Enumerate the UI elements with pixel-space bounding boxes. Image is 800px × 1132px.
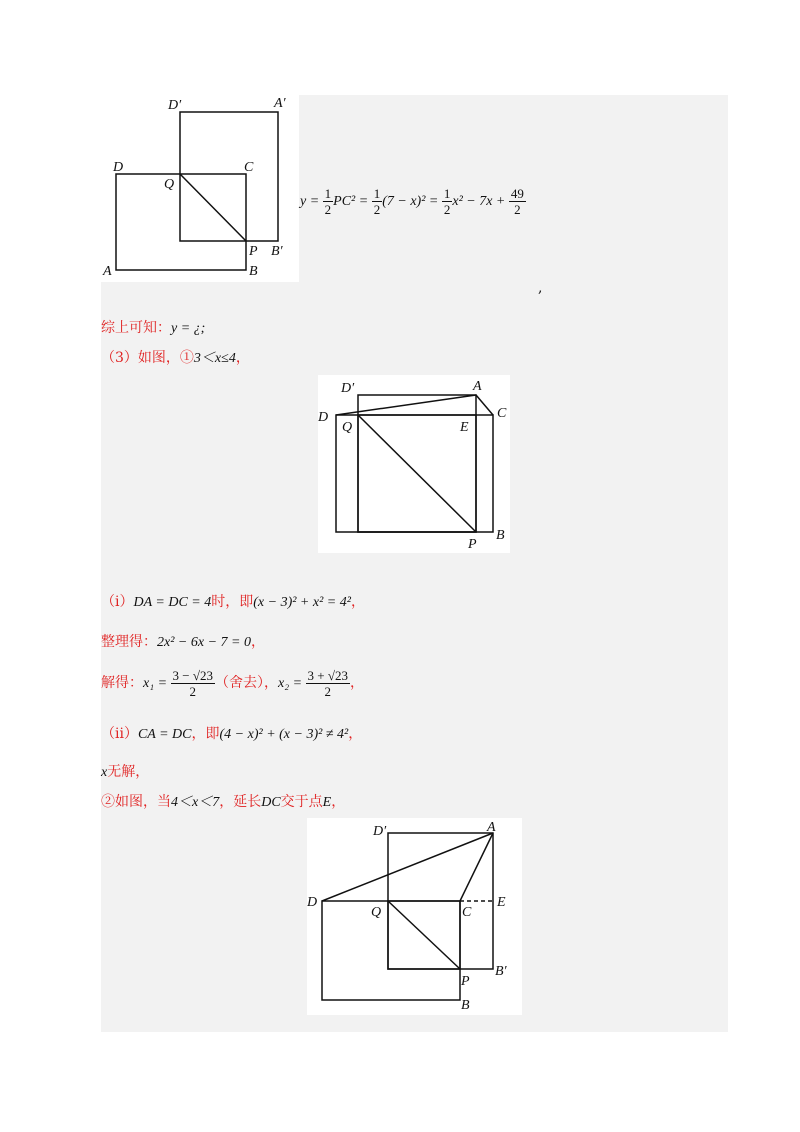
label-d-prime: D′ [341,381,355,396]
fraction-half: $\frac{1}{2}$ [324,186,332,218]
label-a: A [103,264,112,279]
label-d-prime: D′ [373,824,387,839]
figure-3-svg [307,818,522,1015]
label-d: D [318,410,329,425]
fraction-half-2: $\frac{1}{2}$ [373,186,381,218]
label-a: A [487,820,496,835]
label-c: C [497,406,507,421]
solve-line: 解得：x₁ = $\frac{3 - √23}{2}$ （舍去），x₂ = $\frac{3 + √23}{2}$ ， [101,667,364,699]
label-p: P [468,537,477,552]
label-p: P [249,244,258,259]
label-d: D [307,895,318,910]
figure-1-svg [101,95,299,282]
figure-3 [307,818,522,1015]
label-b: B [496,528,505,543]
label-b: B [461,998,470,1013]
summary-line: 综上可知：y = ¿; [101,320,206,336]
formula-1: y = $\frac{1}{2}$ PC² = $\frac{1}{2}$ (7 − x)² = $\frac{1}{2}$ x² − 7x + $\frac{49}{2}$ [300,186,524,218]
label-b-prime: B′ [495,964,507,979]
figure-2-svg [318,375,510,553]
comma-1: , [538,280,543,296]
label-b-prime: B′ [271,244,283,259]
label-q: Q [371,905,382,920]
label-c: C [244,160,254,175]
part3-line: （3）如图，①3＜x≤4， [101,350,250,366]
label-a-prime: A′ [274,96,286,111]
label-q: Q [164,177,175,192]
part3b-line: ②如图，当4＜x＜7，延长DC交于点E， [101,794,346,810]
figure-1 [101,95,299,282]
label-p: P [461,974,470,989]
label-b: B [249,264,258,279]
fraction-half-3: $\frac{1}{2}$ [443,186,451,218]
fraction-x1: $\frac{3 - √23}{2}$ [172,667,213,699]
no-solution-line: x无解， [101,764,150,780]
label-c: C [462,905,472,920]
simplify-line: 整理得：2x² − 6x − 7 = 0， [101,634,265,650]
label-d: D [113,160,124,175]
case-ii-line: （ii）CA = DC，即(4 − x)² + (x − 3)² ≠ 4²， [101,726,363,742]
case-i-line: （i）DA = DC = 4时，即(x − 3)² + x² = 4²， [101,594,365,610]
fraction-x2: $\frac{3 + √23}{2}$ [307,667,348,699]
label-e: E [497,895,506,910]
label-a: A [473,379,482,394]
label-d-prime: D′ [168,98,182,113]
figure-2 [318,375,510,553]
fraction-49-2: $\frac{49}{2}$ [510,186,524,218]
label-q: Q [342,420,353,435]
label-e: E [460,420,469,435]
